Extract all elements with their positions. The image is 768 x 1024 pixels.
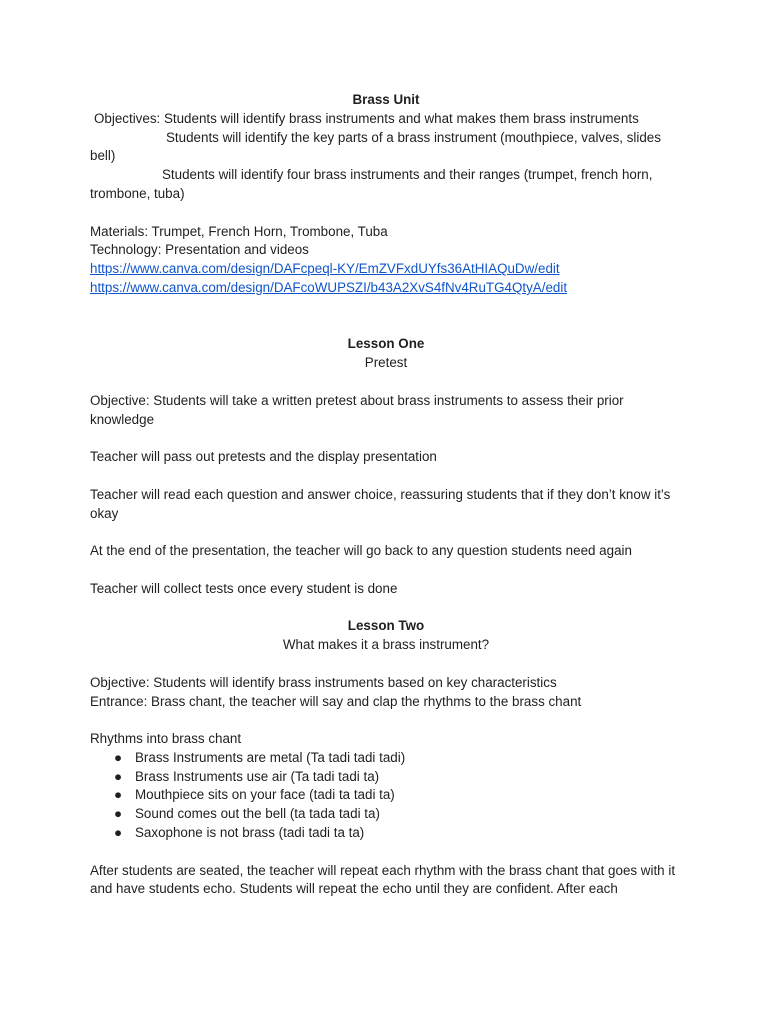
lesson-one-step-review: At the end of the presentation, the teacher will go back to any question students need again — [90, 543, 632, 559]
spacer — [90, 655, 682, 674]
lesson-two-subtitle: What makes it a brass instrument? — [282, 637, 490, 653]
lesson-one-title: Lesson One — [347, 336, 425, 352]
rhythm-text: Brass Instruments use air (Ta tadi tadi ta) — [135, 768, 380, 784]
list-item — [90, 824, 682, 843]
spacer — [90, 373, 682, 392]
lesson-one-step-collect: Teacher will collect tests once every student is done — [90, 580, 398, 596]
rhythm-list — [90, 749, 682, 843]
spacer — [90, 429, 682, 448]
rhythm-text: Brass Instruments are metal (Ta tadi tadi tadi) — [135, 749, 406, 765]
list-item — [90, 749, 682, 768]
lesson-one-subtitle: Pretest — [364, 355, 408, 371]
canva-link-1[interactable]: https://www.canva.com/design/DAFcpeql-KY/EmZVFxdUYfs36AtHIAQuDw/edit — [90, 261, 560, 277]
unit-title: Brass Unit — [352, 92, 420, 107]
lesson-two-title: Lesson Two — [347, 618, 425, 634]
spacer — [90, 561, 682, 580]
lesson-two-entrance: Entrance: Brass chant, the teacher will say and clap the rhythms to the brass chant — [90, 693, 582, 709]
objective-line-3: Students will identify four brass instruments and their ranges (trumpet, french horn, trombone, tuba) — [90, 167, 653, 201]
bullet-icon: ● — [114, 806, 123, 822]
spacer — [90, 298, 682, 336]
spacer — [90, 467, 682, 486]
lesson-one-objective: Objective: Students will take a written pretest about brass instruments to assess their prior knowledge — [90, 392, 624, 427]
technology-line: Technology: Presentation and videos — [90, 242, 309, 258]
spacer — [90, 843, 682, 862]
bullet-icon: ● — [114, 749, 123, 765]
bullet-icon: ● — [114, 787, 123, 803]
objective-line-2: Students will identify the key parts of a brass instrument (mouthpiece, valves, slides bell) — [90, 129, 661, 164]
rhythm-text: Mouthpiece sits on your face (tadi ta tadi ta) — [135, 787, 395, 803]
bullet-icon: ● — [114, 825, 123, 841]
spacer — [90, 711, 682, 730]
list-item — [90, 786, 682, 805]
lesson-two-closing: After students are seated, the teacher will repeat each rhythm with the brass chant that goes with it and have students echo. Students will repeat the echo until they are confident. After each — [90, 862, 676, 897]
lesson-one-step-read: Teacher will read each question and answer choice, reassuring students that if they don’t know it’s okay — [90, 486, 671, 521]
lesson-two-objective: Objective: Students will identify brass instruments based on key characteristics — [90, 674, 557, 690]
objective-line-1: Objectives: Students will identify brass instruments and what makes them brass instruments — [94, 110, 639, 126]
document-body — [90, 91, 682, 899]
spacer — [90, 523, 682, 542]
spacer — [90, 599, 682, 618]
rhythm-text: Saxophone is not brass (tadi tadi ta ta) — [135, 825, 365, 841]
canva-link-2[interactable]: https://www.canva.com/design/DAFcoWUPSZI/b43A2XvS4fNv4RuTG4QtyA/edit — [90, 279, 568, 295]
list-item — [90, 768, 682, 787]
rhythm-text: Sound comes out the bell (ta tada tadi ta) — [135, 806, 380, 822]
lesson-one-step-pass-out: Teacher will pass out pretests and the display presentation — [90, 449, 437, 465]
list-item — [90, 805, 682, 824]
rhythms-heading: Rhythms into brass chant — [90, 731, 242, 747]
materials-line: Materials: Trumpet, French Horn, Trombone, Tuba — [90, 223, 388, 239]
bullet-icon: ● — [114, 768, 123, 784]
spacer — [90, 204, 682, 223]
